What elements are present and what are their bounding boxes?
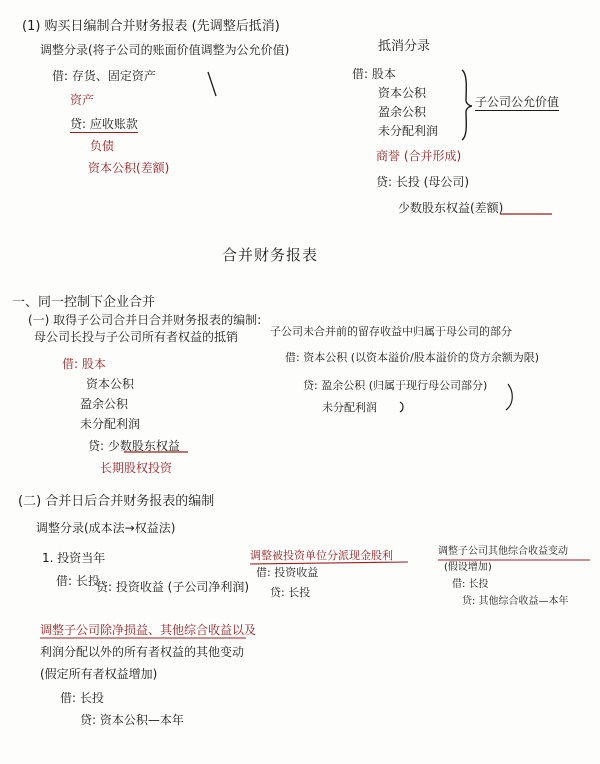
oci-debit-long-invest: 借: 长投 xyxy=(452,579,489,590)
capital-reserve: 资本公积 xyxy=(378,86,427,100)
post-merge-heading: (二) 合并日后合并财务报表的编制 xyxy=(18,494,215,509)
elimination-heading: 抵消分录 xyxy=(378,39,431,54)
debit-inventory-fixed-assets: 借: 存货、固定资产 xyxy=(52,69,156,83)
debit-share-capital: 借: 股本 xyxy=(352,67,396,81)
s1-right-retained: 未分配利润 xyxy=(322,401,377,414)
other-equity-change-line1: 调整子公司除净损益、其他综合收益以及 xyxy=(40,623,257,637)
s1-right-credit-surplus: 贷: 盈余公积 (归属于现行母公司部分) xyxy=(303,379,488,392)
s1-debit-share-capital: 借: 股本 xyxy=(62,357,106,371)
purchase-date-heading: (1) 购买日编制合并财务报表 (先调整后抵消) xyxy=(22,19,280,34)
subsidiary-fair-value: 子公司公允价值 xyxy=(475,95,560,109)
credit-capital-reserve-diff: 资本公积(差额) xyxy=(88,161,170,175)
retained-bracket xyxy=(400,402,403,412)
s1-surplus-reserve: 盈余公积 xyxy=(80,397,129,411)
merge-date-sub-heading: (一) 取得子公司合并日合并财务报表的编制: xyxy=(28,313,262,327)
other-equity-change-line2: 利润分配以外的所有者权益的其他变动 xyxy=(40,645,245,659)
invest-equity-elimination: 母公司长投与子公司所有者权益的抵销 xyxy=(34,330,239,344)
goodwill: 商誉 (合并形成) xyxy=(376,149,462,163)
minority-interest-diff: 少数股东权益(差额) xyxy=(398,201,504,215)
s1-right-debit-capital: 借: 资本公积 (以资本溢价/股本溢价的贷方余额为限) xyxy=(285,351,539,364)
s1-capital-reserve: 资本公积 xyxy=(86,377,135,391)
s2-credit-invest-income: 贷: 投资收益 (子公司净利润) xyxy=(96,580,250,594)
s1-credit-minority-interest: 贷: 少数股东权益 xyxy=(88,439,180,453)
credit-long-term-invest-parent: 贷: 长投 (母公司) xyxy=(376,175,470,189)
cost-to-equity-adjust: 调整分录(成本法→权益法) xyxy=(36,521,176,535)
surplus-reserve: 盈余公积 xyxy=(378,105,427,119)
oci-assume-increase: (假设增加) xyxy=(444,562,492,573)
s2-debit-long-invest: 借: 长投 xyxy=(56,574,100,588)
fair-value-adjust-title: 调整分录(将子公司的账面价值调整为公允价值) xyxy=(40,43,290,57)
stray-pen-stroke xyxy=(208,72,216,96)
oci-adjust-heading: 调整子公司其他综合收益变动 xyxy=(438,546,568,557)
retained-earnings-parent-portion: 子公司未合并前的留存收益中归属于母公司的部分 xyxy=(270,325,512,338)
investment-year: 1. 投资当年 xyxy=(42,551,106,565)
other-equity-change-line3: (假定所有者权益增加) xyxy=(40,667,158,681)
s1-retained-earnings: 未分配利润 xyxy=(80,417,141,431)
common-control-heading: 一、同一控制下企业合并 xyxy=(12,295,156,310)
s2-mid-credit: 贷: 长投 xyxy=(270,586,311,599)
fair-value-brace xyxy=(462,70,472,140)
cash-dividend-adjust: 调整被投资单位分派现金股利 xyxy=(250,549,393,562)
dividend-underline xyxy=(250,562,408,564)
debit-assets-sub: 资产 xyxy=(70,93,95,107)
s2-mid-debit: 借: 投资收益 xyxy=(256,566,319,579)
oci-credit-current-year: 贷: 其他综合收益—本年 xyxy=(462,596,569,607)
credit-receivable: 贷: 应收账款 xyxy=(70,117,138,131)
s1-long-term-equity-invest: 长期股权投资 xyxy=(100,461,173,475)
credit-liabilities-sub: 负债 xyxy=(90,139,115,153)
consolidated-statements-title: 合并财务报表 xyxy=(222,246,319,264)
bottom-debit-long-invest: 借: 长投 xyxy=(60,691,104,705)
surplus-bracket xyxy=(506,384,512,410)
bottom-credit-capital-reserve: 贷: 资本公积—本年 xyxy=(80,713,184,727)
retained-earnings: 未分配利润 xyxy=(378,124,439,138)
